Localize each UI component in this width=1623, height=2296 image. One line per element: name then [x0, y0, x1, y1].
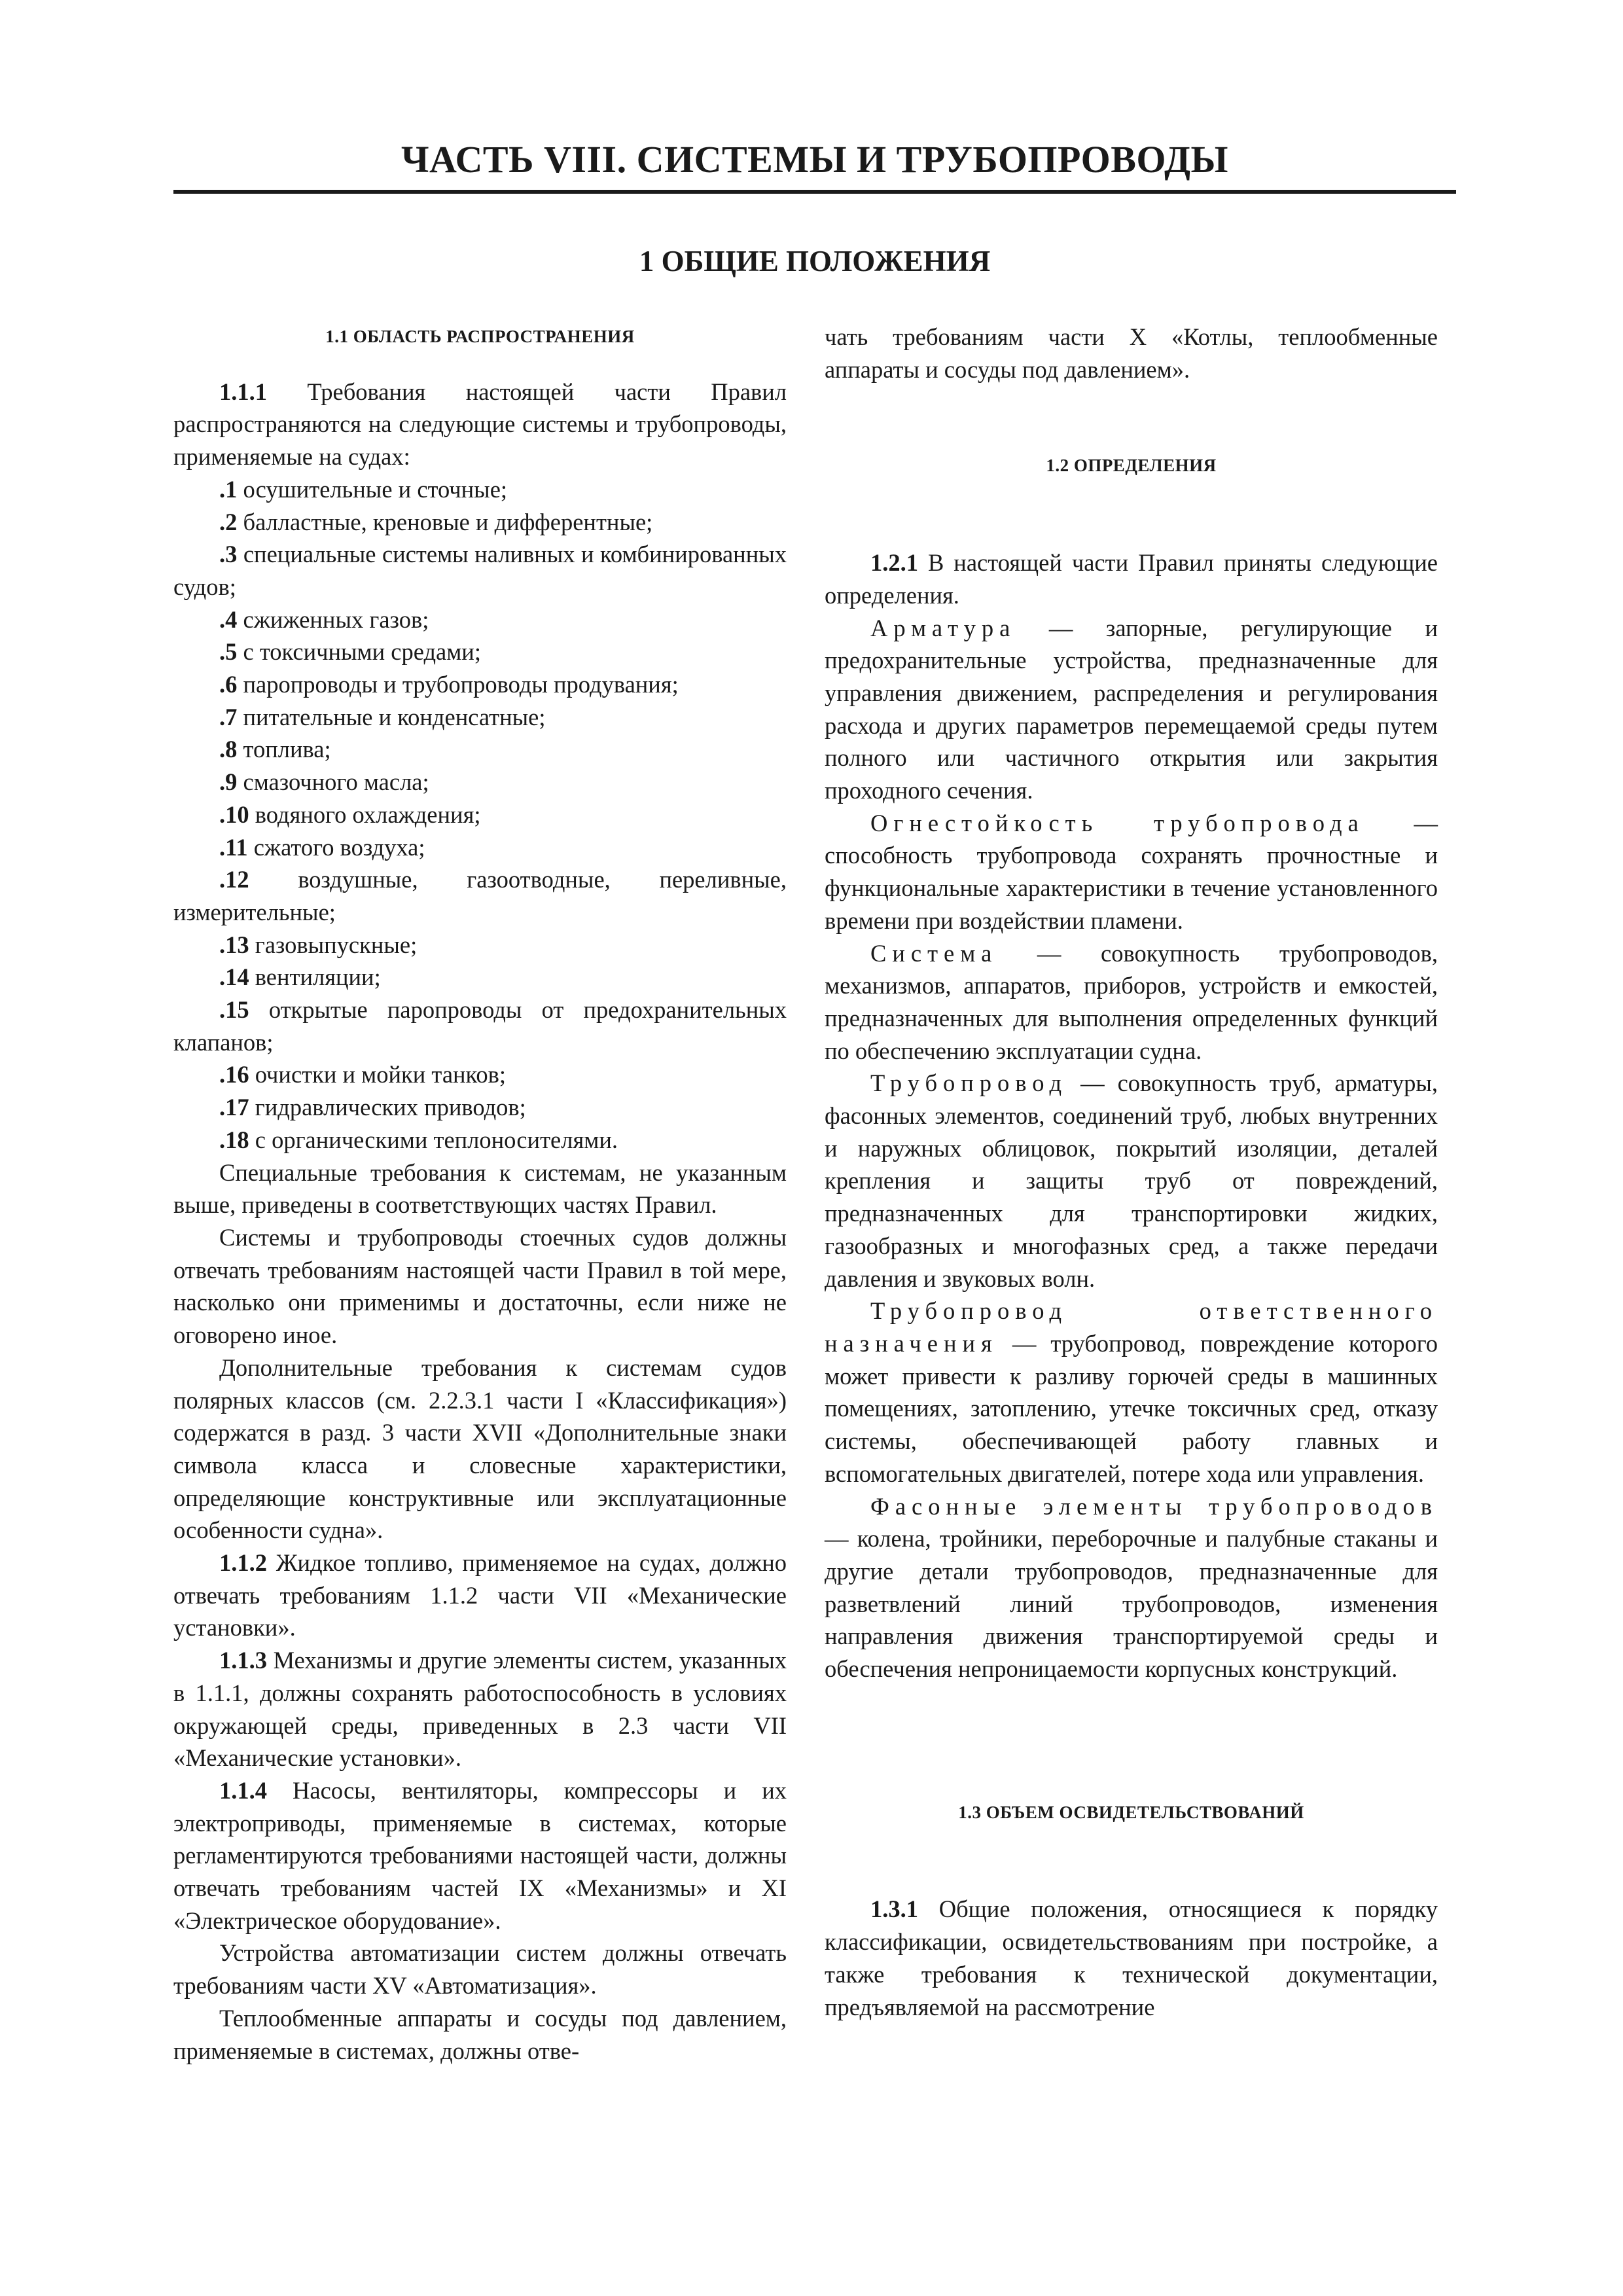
definition-critical-pipeline	[825, 1295, 1438, 1490]
list-item	[173, 1124, 787, 1157]
definition-text: — колена, тройники, переборочные и палубные стаканы и другие детали трубопроводов, предназначенные для разветвлений линий трубопроводов, изменения направления движения транспортируемой среды и обеспечения непроницаемости корпусных конструкций.	[825, 1525, 1438, 1683]
list-item	[173, 766, 787, 798]
clause-number: 1.1.1	[219, 378, 267, 405]
item-number: .8	[219, 736, 238, 763]
list-item	[173, 473, 787, 506]
item-number: .11	[219, 833, 248, 861]
systems-list	[173, 473, 787, 1157]
paragraph-heat-exchangers: Теплообменные аппараты и сосуды под давлением, применяемые в системах, должны отве-	[173, 2004, 787, 2064]
list-item	[173, 603, 787, 636]
item-number: .10	[219, 800, 249, 828]
item-number: .2	[219, 508, 238, 535]
list-item	[173, 863, 787, 928]
item-text: гидравлических приводов;	[255, 1094, 526, 1121]
right-column	[825, 321, 1438, 2023]
paragraph-text: Общие положения, относящиеся к порядку классификации, освидетельствованиям при постройке, а также требования к технической документации, предъявляемой на рассмотрение	[825, 1895, 1438, 2020]
paragraph-text: Жидкое топливо, применяемое на судах, должно отвечать требованиям 1.1.2 части VII «Механические установки».	[173, 1549, 787, 1641]
section-heading-1-1: 1.1 ОБЛАСТЬ РАСПРОСТРАНЕНИЯ	[325, 327, 635, 346]
item-number: .6	[219, 671, 238, 698]
list-item	[173, 961, 787, 994]
paragraph-text: В настоящей части Правил приняты следующие определения.	[825, 549, 1438, 609]
paragraph-text: Насосы, вентиляторы, компрессоры и их электроприводы, применяемые в системах, которые регламентируются требованиями настоящей части, должны отвечать требованиям частей IX «Механизмы» и XI «Электрическое оборудование».	[173, 1776, 787, 1934]
definition-term: Система	[870, 939, 998, 967]
paragraph-special-requirements: Специальные требования к системам, не указанным выше, приведены в соответствующих частях Правил.	[173, 1158, 787, 1219]
paragraph-polar-ships: Дополнительные требования к системам судов полярных классов (см. 2.2.3.1 части I «Классификация») содержатся в разд. 3 части XVII «Дополнительные знаки символа класса и словесные характеристики, определяющие конструктивные или эксплуатационные особенности судна».	[173, 1354, 787, 1544]
item-number: .9	[219, 768, 238, 796]
item-text: открытые паропроводы от предохранительных клапанов;	[173, 996, 787, 1056]
left-column	[173, 321, 787, 2067]
item-text: очистки и мойки танков;	[255, 1061, 507, 1088]
item-text: вентиляции;	[255, 963, 381, 991]
section-heading-1-2: 1.2 ОПРЕДЕЛЕНИЯ	[1046, 456, 1217, 476]
clause-number: 1.2.1	[870, 549, 918, 577]
item-text: с органическими теплоносителями.	[255, 1126, 618, 1153]
clause-number: 1.3.1	[870, 1895, 918, 1923]
paragraph-1-3-1	[825, 1893, 1438, 2023]
definition-text: — трубопровод, повреждение которого может привести к разливу горючей среды в машинных помещениях, затоплению, утечке токсичных сред, отказу системы, обеспечивающей работу главных и вспомогательных двигателей, потере хода или управления.	[825, 1329, 1438, 1487]
definition-text: — способность трубопровода сохранять прочностные и функциональные характеристики в течение установленного времени при воздействии пламени.	[825, 809, 1438, 934]
item-text: питательные и конденсатные;	[243, 703, 546, 730]
paragraph-1-1-4	[173, 1774, 787, 1937]
item-number: .15	[219, 996, 249, 1024]
item-number: .16	[219, 1061, 249, 1088]
definition-pipe-fittings	[825, 1490, 1438, 1685]
chapter-title: 1 ОБЩИЕ ПОЛОЖЕНИЯ	[639, 245, 991, 278]
item-text: балластные, креновые и дифферентные;	[243, 508, 653, 535]
definition-term: Трубопровод	[870, 1069, 1068, 1097]
list-item	[173, 506, 787, 539]
item-text: воздушные, газоотводные, переливные, измерительные;	[173, 866, 787, 925]
item-number: .12	[219, 866, 249, 893]
clause-number: 1.1.2	[219, 1549, 267, 1577]
paragraph-sewage-ships: Системы и трубопроводы стоечных судов должны отвечать требованиям настоящей части Правил в той мере, насколько они применимы и достаточны, если ниже не оговорено иное.	[173, 1223, 787, 1349]
list-item	[173, 701, 787, 734]
definition-text: — совокупность трубопроводов, механизмов, аппаратов, приборов, устройств и емкостей, предназначенных для выполнения определенных функций по обеспечению эксплуатации судна.	[825, 939, 1438, 1064]
list-item	[173, 1091, 787, 1124]
item-number: .7	[219, 703, 238, 730]
definition-pipeline	[825, 1067, 1438, 1295]
item-text: паропроводы и трубопроводы продувания;	[243, 671, 679, 698]
item-number: .3	[219, 541, 238, 568]
paragraph-1-2-1	[825, 547, 1438, 611]
definition-term: Огнестойкость трубопровода	[870, 809, 1364, 836]
item-text: газовыпускные;	[255, 931, 418, 958]
paragraph-text: Требования настоящей части Правил распространяются на следующие системы и трубопроводы, применяемые на судах:	[173, 378, 787, 471]
item-number: .13	[219, 931, 249, 958]
list-item	[173, 798, 787, 831]
item-number: .4	[219, 605, 238, 633]
definition-fire-resistance	[825, 807, 1438, 937]
paragraph-1-1-2	[173, 1547, 787, 1644]
part-title: ЧАСТЬ VIII. СИСТЕМЫ И ТРУБОПРОВОДЫ	[401, 138, 1229, 181]
item-text: смазочного масла;	[243, 768, 429, 796]
item-text: водяного охлаждения;	[255, 800, 481, 828]
clause-number: 1.1.3	[219, 1647, 267, 1674]
list-item	[173, 636, 787, 668]
list-item	[173, 668, 787, 701]
list-item	[173, 929, 787, 961]
item-number: .1	[219, 475, 238, 503]
section-heading-1-3: 1.3 ОБЪЕМ ОСВИДЕТЕЛЬСТВОВАНИЙ	[958, 1802, 1304, 1822]
item-number: .14	[219, 963, 249, 991]
item-text: топлива;	[243, 736, 331, 763]
paragraph-automation: Устройства автоматизации систем должны отвечать требованиям части XV «Автоматизация».	[173, 1939, 787, 2000]
list-item	[173, 538, 787, 603]
item-number: .17	[219, 1094, 249, 1121]
item-number: .5	[219, 638, 238, 666]
item-number: .18	[219, 1126, 249, 1153]
definition-term: Трубопровод ответственного назначения	[825, 1297, 1438, 1357]
paragraph-1-1-1	[173, 376, 787, 473]
paragraph-text: Механизмы и другие элементы систем, указанных в 1.1.1, должны сохранять работоспособность в условиях окружающей среды, приведенных в 2.3 части VII «Механические установки».	[173, 1647, 787, 1772]
definition-system	[825, 937, 1438, 1067]
list-item	[173, 831, 787, 864]
item-text: осушительные и сточные;	[243, 475, 508, 503]
definition-term: Фасонные элементы трубопроводов	[870, 1492, 1438, 1520]
paragraph-heat-exchangers-continued: чать требованиям части X «Котлы, теплообменные аппараты и сосуды под давлением».	[825, 323, 1438, 383]
paragraph-1-1-3	[173, 1644, 787, 1774]
definition-text: — совокупность труб, арматуры, фасонных элементов, соединений труб, любых внутренних и наружных облицовок, покрытий изоляции, деталей крепления и защиты труб от повреждений, предназначенных для транспортировки жидких, газообразных и многофазных сред, а также передачи давления и звуковых волн.	[825, 1069, 1438, 1292]
clause-number: 1.1.4	[219, 1776, 267, 1804]
item-text: сжатого воздуха;	[253, 833, 425, 861]
title-rule	[173, 190, 1456, 194]
item-text: специальные системы наливных и комбинированных судов;	[173, 541, 787, 600]
list-item	[173, 1058, 787, 1091]
definition-term: Арматура	[870, 614, 1016, 641]
list-item	[173, 733, 787, 766]
item-text: сжиженных газов;	[243, 605, 429, 633]
item-text: с токсичными средами;	[243, 638, 481, 666]
list-item	[173, 994, 787, 1058]
definition-armatura	[825, 612, 1438, 807]
definition-text: — запорные, регулирующие и предохранительные устройства, предназначенные для управления движением, распределения и регулирования расхода и других параметров перемещаемой среды путем полного или частичного открытия или закрытия проходного сечения.	[825, 614, 1438, 804]
